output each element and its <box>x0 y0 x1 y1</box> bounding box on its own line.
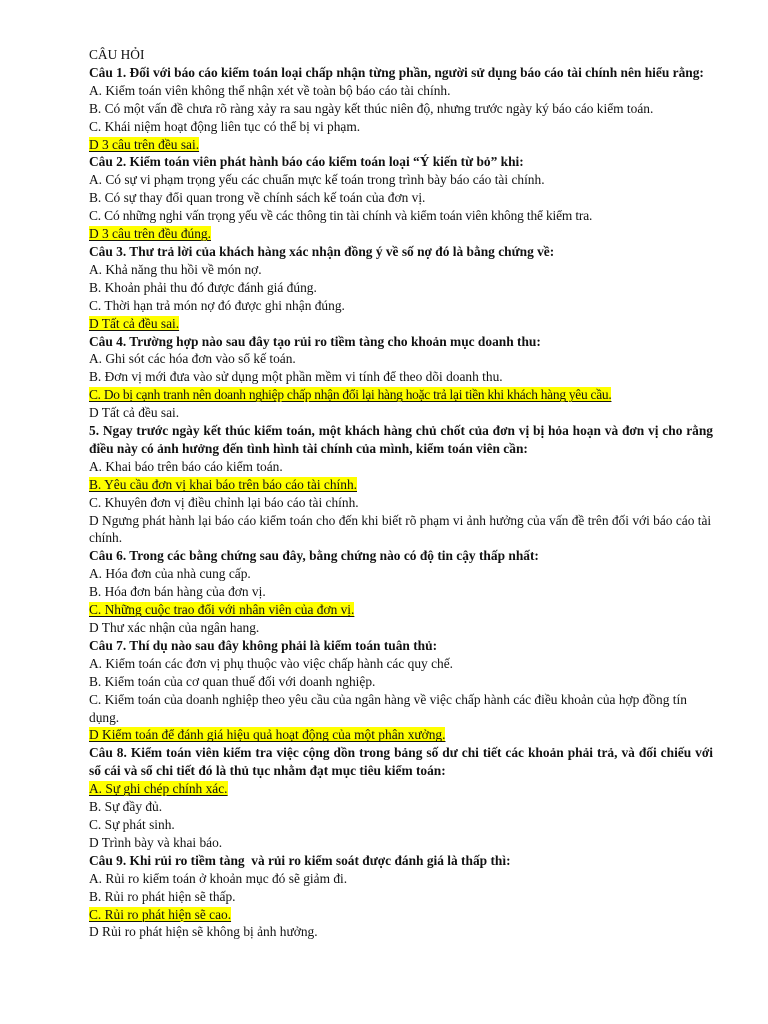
question-title: 5. Ngay trước ngày kết thúc kiểm toán, một khách hàng chủ chốt của đơn vị bị hỏa hoạn và đơn vị cho rằng điều này có ảnh hưởng đến tình hình tài chính của mình, kiểm toán viên cần: <box>89 423 713 456</box>
answer-option: D Ngưng phát hành lại báo cáo kiểm toán cho đến khi biết rõ phạm vi ảnh hưởng của vấn đề trên đối với báo cáo tài chính. <box>89 512 712 546</box>
question-title: Câu 4. Trường hợp nào sau đây tạo rủi ro tiềm tàng cho khoản mục doanh thu: <box>89 333 541 349</box>
answer-option: A. Có sự vi phạm trọng yếu các chuẩn mực kế toán trong trình bày báo cáo tài chính. <box>89 172 545 188</box>
question-title: Câu 1. Đối với báo cáo kiểm toán loại chấp nhận từng phần, người sử dụng báo cáo tài chính nên hiểu rằng: <box>89 64 704 80</box>
answer-option: B. Có sự thay đổi quan trong về chính sách kế toán của đơn vị. <box>89 190 426 206</box>
answer-option: A. Khai báo trên báo cáo kiểm toán. <box>89 458 283 474</box>
question-title: Câu 7. Thí dụ nào sau đây không phải là kiểm toán tuân thủ: <box>89 637 438 653</box>
document-page <box>89 46 713 941</box>
highlighted-answer: D 3 câu trên đều sai. <box>89 136 200 152</box>
question-title: Câu 6. Trong các bằng chứng sau đây, bằng chứng nào có độ tin cậy thấp nhất: <box>89 548 539 564</box>
answer-option: C. Khuyên đơn vị điều chỉnh lại báo cáo tài chính. <box>89 494 359 510</box>
question-8 <box>89 744 713 851</box>
question-title: Câu 8. Kiểm toán viên kiểm tra việc cộng dồn trong bảng số dư chi tiết các khoản phải trả, và đối chiếu với sổ cái và sổ chi tiết đó là thủ tục nhằm đạt mục tiêu kiểm toán: <box>89 745 713 779</box>
question-4 <box>89 333 713 423</box>
highlighted-answer: C. Do bị cạnh tranh nên doanh nghiệp chấp nhận đổi lại hàng hoặc trả lại tiền khi khách hàng yêu cầu. <box>89 387 612 403</box>
answer-option: D Trình bày và khai báo. <box>89 834 223 850</box>
answer-option: A. Ghi sót các hóa đơn vào sổ kế toán. <box>89 351 296 367</box>
answer-option: B. Hóa đơn bán hàng của đơn vị. <box>89 584 266 600</box>
question-title: Câu 3. Thư trả lời của khách hàng xác nhận đồng ý về số nợ đó là bằng chứng về: <box>89 243 555 259</box>
answer-option: A. Hóa đơn của nhà cung cấp. <box>89 566 251 582</box>
question-3 <box>89 243 713 333</box>
answer-option: D Rủi ro phát hiện sẽ không bị ảnh hưởng. <box>89 924 318 940</box>
answer-option: C. Có những nghi vấn trọng yếu về các thông tin tài chính và kiểm toán viên không thể kiểm tra. <box>89 208 593 224</box>
question-title: Câu 9. Khi rủi ro tiềm tàng và rủi ro kiểm soát được đánh giá là thấp thì: <box>89 852 511 868</box>
answer-option: B. Đơn vị mới đưa vào sử dụng một phần mềm vi tính để theo dõi doanh thu. <box>89 369 503 385</box>
highlighted-answer: D Tất cả đều sai. <box>89 315 180 331</box>
answer-option: A. Khả năng thu hồi về món nợ. <box>89 261 262 277</box>
highlighted-answer: A. Sự ghi chép chính xác. <box>89 781 228 797</box>
question-title: Câu 2. Kiểm toán viên phát hành báo cáo kiểm toán loại “Ý kiến từ bỏ” khi: <box>89 154 524 170</box>
answer-option: B. Rủi ro phát hiện sẽ thấp. <box>89 888 236 904</box>
highlighted-answer: D 3 câu trên đều đúng. <box>89 226 211 242</box>
answer-option: C. Khái niệm hoạt động liên tục có thể bị vi phạm. <box>89 118 361 134</box>
highlighted-answer: D Kiểm toán để đánh giá hiệu quả hoạt động của một phân xưởng. <box>89 727 446 743</box>
answer-option: D Thư xác nhận của ngân hang. <box>89 620 260 635</box>
question-1 <box>89 64 713 154</box>
answer-option: B. Có một vấn đề chưa rõ ràng xảy ra sau ngày kết thúc niên độ, nhưng trước ngày ký báo cáo kiểm toán. <box>89 100 654 116</box>
question-9 <box>89 852 713 942</box>
question-7 <box>89 637 713 744</box>
answer-option: D Tất cả đều sai. <box>89 405 180 421</box>
answer-option: B. Sự đầy đủ. <box>89 799 163 815</box>
answer-option: A. Rủi ro kiểm toán ở khoản mục đó sẽ giảm đi. <box>89 870 348 886</box>
answer-option: C. Kiểm toán của doanh nghiệp theo yêu cầu của ngân hàng về việc chấp hành các điều khoản của hợp đồng tín dụng. <box>89 691 687 725</box>
answer-option: C. Sự phát sinh. <box>89 816 175 832</box>
answer-option: A. Kiểm toán viên không thể nhận xét về toàn bộ báo cáo tài chính. <box>89 82 451 98</box>
highlighted-answer: C. Những cuộc trao đổi với nhân viên của đơn vị. <box>89 602 355 618</box>
answer-option: B. Khoản phải thu đó được đánh giá đúng. <box>89 279 317 295</box>
question-6 <box>89 547 713 637</box>
document-header: CÂU HỎI <box>89 47 145 62</box>
answer-option: A. Kiểm toán các đơn vị phụ thuộc vào việc chấp hành các quy chế. <box>89 655 454 671</box>
question-2 <box>89 153 713 243</box>
highlighted-answer: B. Yêu cầu đơn vị khai báo trên báo cáo tài chính. <box>89 476 357 492</box>
answer-option: C. Thời hạn trả món nợ đó được ghi nhận đúng. <box>89 297 345 313</box>
answer-option: B. Kiểm toán của cơ quan thuế đối với doanh nghiệp. <box>89 673 376 689</box>
question-5 <box>89 422 713 547</box>
highlighted-answer: C. Rủi ro phát hiện sẽ cao. <box>89 906 232 922</box>
